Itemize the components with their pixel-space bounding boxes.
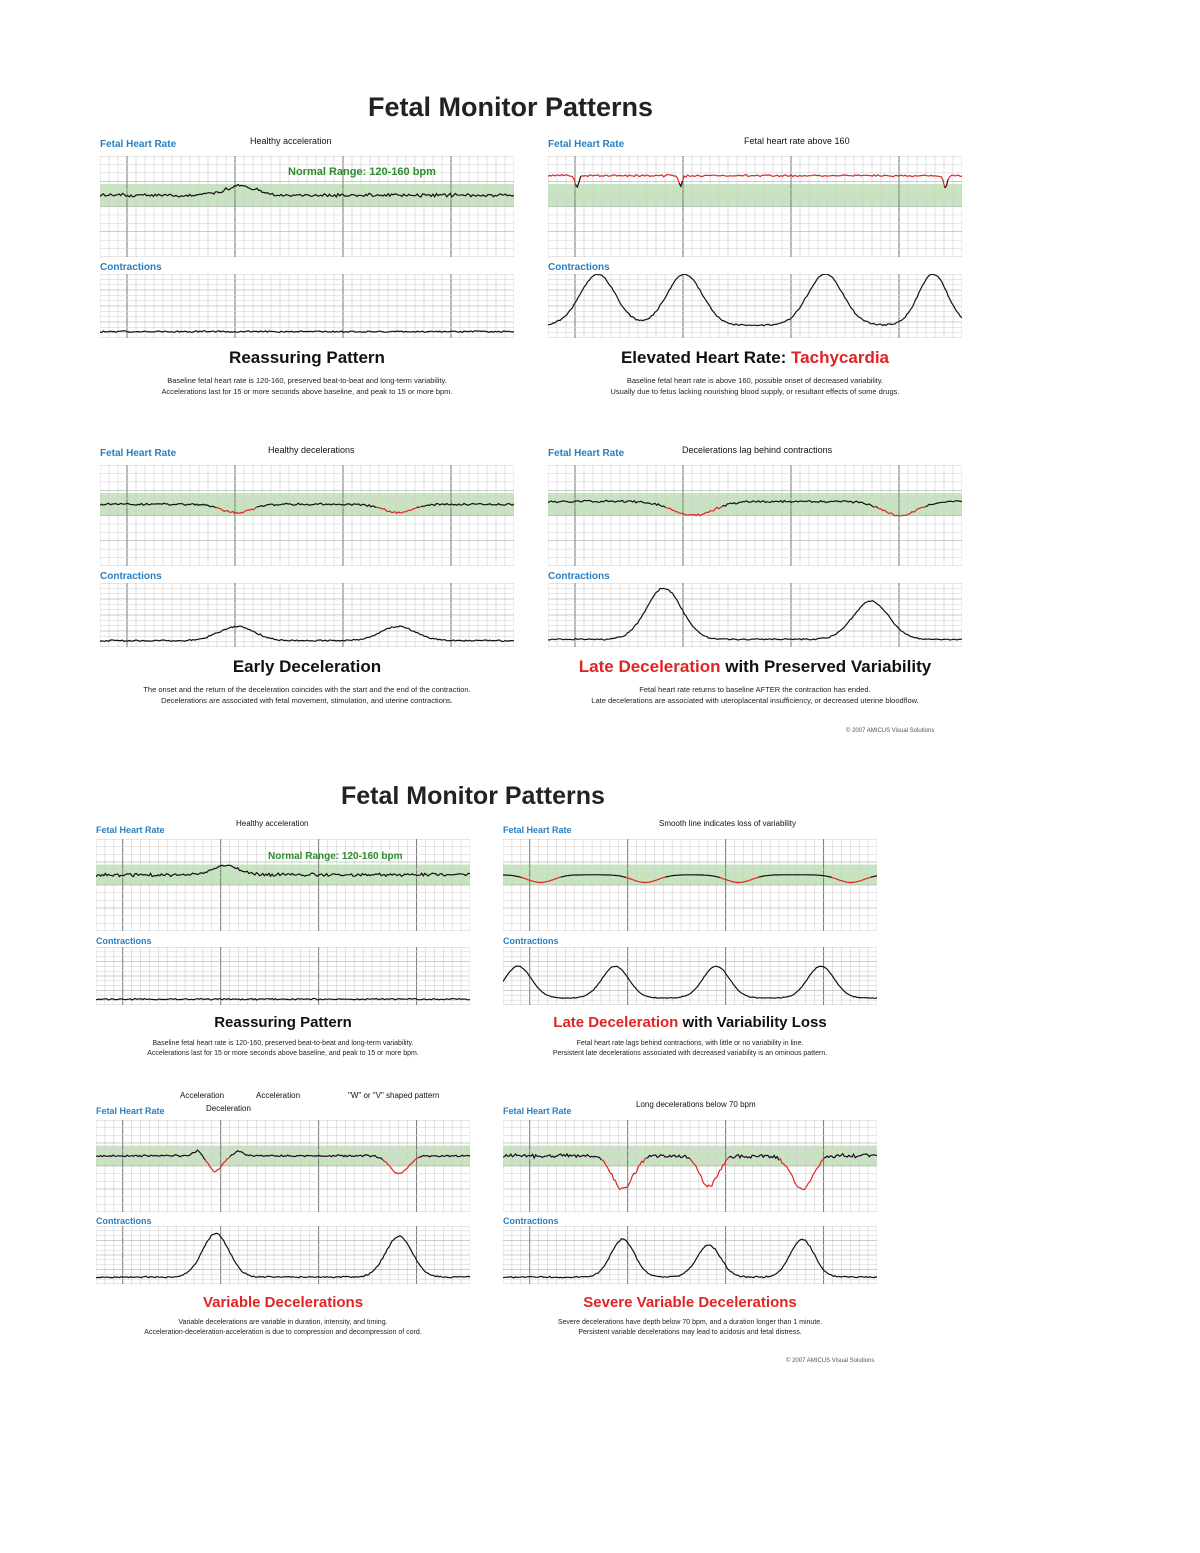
title-part: with Variability Loss (678, 1014, 827, 1031)
annotation: Acceleration (256, 1091, 301, 1100)
uc-strip (548, 583, 962, 647)
title-part: Late Deceleration (578, 657, 721, 676)
contractions-label: Contractions (503, 1216, 559, 1226)
fhr-label: Fetal Heart Rate (548, 139, 625, 150)
description (66, 1318, 500, 1338)
panel-title (548, 657, 962, 677)
description-line: Accelerations last for 15 or more seconds above baseline, and peak to 15 or more bpm. (147, 1050, 419, 1058)
fhr-label: Fetal Heart Rate (100, 139, 177, 150)
panel-title (96, 1014, 470, 1031)
fhr-strip (503, 1120, 877, 1212)
normal-range-label: Normal Range: 120-160 bpm (268, 851, 403, 862)
normal-range-label: Normal Range: 120-160 bpm (288, 166, 436, 178)
panel-title (503, 1014, 877, 1031)
contractions-label: Contractions (96, 1216, 152, 1226)
description-line: Baseline fetal heart rate is 120-160, preserved beat-to-beat and long-term variability. (167, 376, 447, 385)
fhr-strip (548, 156, 962, 257)
description-line: Fetal heart rate lags behind contractions, with little or no variability in line. (576, 1040, 804, 1047)
description (518, 685, 992, 707)
trace-line (417, 507, 419, 508)
annotation: Fetal heart rate above 160 (744, 136, 850, 146)
contractions-label: Contractions (548, 571, 610, 582)
panel-title (100, 657, 514, 677)
description-line: Severe decelerations have depth below 70 bpm, and a duration longer than 1 minute. (557, 1319, 823, 1326)
description-line: Fetal heart rate returns to baseline AFTER the contraction has ended. (639, 685, 871, 694)
title-part: Late Deceleration (553, 1014, 679, 1031)
panel-title (548, 348, 962, 368)
description-line: Decelerations are associated with fetal movement, stimulation, and uterine contractions. (161, 695, 453, 705)
uc-strip (503, 1226, 877, 1284)
panel-title (96, 1294, 470, 1311)
description-line: The onset and the return of the deceleration coincides with the start and the end of the contraction. (143, 685, 471, 694)
description-line: Accelerations last for 15 or more seconds above baseline, and peak to 15 or more bpm. (161, 386, 453, 396)
copyright: © 2007 AMICUS Visual Solutions (786, 1358, 875, 1364)
contractions-label: Contractions (96, 936, 152, 946)
title-part: Variable Decelerations (202, 1294, 364, 1311)
fhr-label: Fetal Heart Rate (96, 1106, 165, 1116)
annotation: "W" or "V" shaped pattern (348, 1091, 440, 1100)
title-part: Severe Variable Decelerations (583, 1294, 797, 1311)
title-part: Elevated Heart Rate: (620, 348, 792, 367)
title-part: Early Deceleration (232, 657, 382, 676)
description (518, 376, 992, 398)
description-line: Baseline fetal heart rate is 120-160, preserved beat-to-beat and long-term variability. (152, 1040, 414, 1047)
description-line: Acceleration-deceleration-acceleration is due to compression and decompression of cord. (144, 1329, 422, 1337)
description (473, 1039, 907, 1059)
uc-strip (503, 947, 877, 1005)
panel-title (503, 1294, 877, 1311)
annotation: Deceleration (206, 1104, 251, 1113)
sheet-title: Fetal Monitor Patterns (341, 782, 605, 810)
contractions-label: Contractions (503, 936, 559, 946)
description (70, 376, 544, 398)
title-part: with Preserved Variability (720, 657, 932, 676)
description-line: Late decelerations are associated with uteroplacental insufficiency, or decreased uterine bloodflow. (591, 695, 919, 705)
uc-strip (548, 274, 962, 338)
description-line: Variable decelerations are variable in duration, intensity, and timing. (178, 1319, 388, 1326)
uc-strip (96, 1226, 470, 1284)
contractions-label: Contractions (100, 262, 162, 273)
uc-strip (100, 583, 514, 647)
annotation: Healthy acceleration (250, 136, 332, 146)
uc-strip (96, 947, 470, 1005)
annotation: Healthy acceleration (236, 819, 309, 828)
fhr-strip (100, 465, 514, 566)
description (66, 1039, 500, 1059)
contractions-label: Contractions (100, 571, 162, 582)
panel-title (100, 348, 514, 368)
fhr-strip (548, 465, 962, 566)
annotation: Smooth line indicates loss of variability (659, 819, 796, 828)
description (473, 1318, 907, 1338)
description-line: Persistent variable decelerations may lead to acidosis and fetal distress. (578, 1329, 802, 1337)
annotation: Decelerations lag behind contractions (682, 445, 833, 455)
contractions-label: Contractions (548, 262, 610, 273)
fhr-label: Fetal Heart Rate (548, 448, 625, 459)
fhr-label: Fetal Heart Rate (96, 825, 165, 835)
annotation: Acceleration (180, 1091, 225, 1100)
sheet-title: Fetal Monitor Patterns (368, 92, 654, 122)
title-part: Tachycardia (791, 348, 890, 367)
fhr-label: Fetal Heart Rate (100, 448, 177, 459)
annotation: Long decelerations below 70 bpm (636, 1100, 756, 1109)
fhr-strip (96, 1120, 470, 1212)
fhr-strip (503, 839, 877, 931)
description-line: Persistent late decelerations associated with decreased variability is an ominous pattern. (552, 1050, 828, 1058)
description (70, 685, 544, 707)
description-line: Usually due to fetus lacking nourishing blood supply, or resultant effects of some drugs. (610, 386, 900, 396)
uc-strip (100, 274, 514, 338)
fhr-label: Fetal Heart Rate (503, 825, 572, 835)
title-part: Reassuring Pattern (214, 1014, 352, 1031)
description-line: Baseline fetal heart rate is above 160, possible onset of decreased variability. (626, 376, 884, 385)
annotation: Healthy decelerations (268, 445, 355, 455)
fhr-label: Fetal Heart Rate (503, 1106, 572, 1116)
title-part: Reassuring Pattern (229, 348, 385, 367)
copyright: © 2007 AMICUS Visual Solutions (846, 728, 935, 734)
